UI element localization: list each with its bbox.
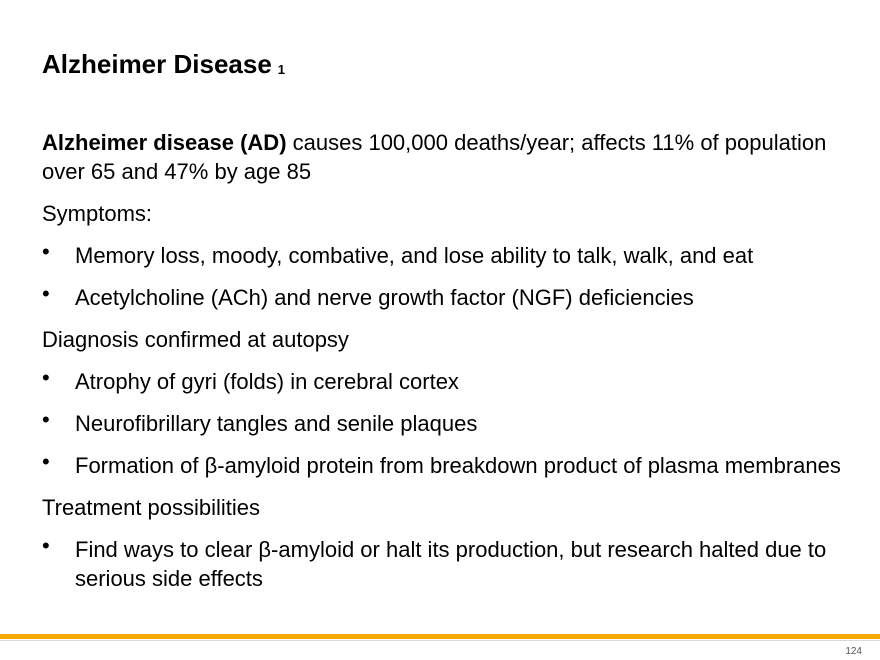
bullet-item	[42, 535, 842, 593]
footer-accent-rule	[0, 634, 880, 639]
bullet-item	[42, 409, 842, 438]
bullet-text: Find ways to clear β-amyloid or halt its production, but research halted due to serious side effects	[75, 537, 827, 591]
bullet-text: Neurofibrillary tangles and senile plaques	[75, 411, 478, 436]
bullet-text: Atrophy of gyri (folds) in cerebral cortex	[75, 369, 459, 394]
bullet-text: Memory loss, moody, combative, and lose ability to talk, walk, and eat	[75, 243, 754, 268]
bullet-item	[42, 451, 842, 480]
title-text: Alzheimer Disease	[42, 49, 272, 79]
bullet-dot: •	[42, 239, 50, 264]
intro-paragraph	[42, 128, 842, 186]
intro-rest: causes 100,000 deaths/year; affects 11% of population over 65 and 47% by age 85	[42, 130, 827, 184]
bullet-item	[42, 283, 842, 312]
bullet-item	[42, 241, 842, 270]
bullet-text: Formation of β-amyloid protein from breakdown product of plasma membranes	[75, 453, 841, 478]
bullet-dot: •	[42, 407, 50, 432]
slide-body	[42, 128, 842, 606]
slide-title	[42, 47, 285, 87]
intro-bold: Alzheimer disease (AD)	[42, 130, 287, 155]
treatment-heading: Treatment possibilities	[42, 495, 261, 520]
bullet-dot: •	[42, 365, 50, 390]
footer-divider	[0, 640, 880, 641]
title-superscript: 1	[277, 62, 286, 77]
bullet-dot: •	[42, 281, 50, 306]
bullet-item	[42, 367, 842, 396]
page-number: 124	[845, 646, 862, 657]
bullet-text: Acetylcholine (ACh) and nerve growth factor (NGF) deficiencies	[75, 285, 694, 310]
bullet-dot: •	[42, 533, 50, 558]
diagnosis-heading: Diagnosis confirmed at autopsy	[42, 327, 349, 352]
symptoms-heading: Symptoms:	[42, 201, 153, 226]
bullet-dot: •	[42, 449, 50, 474]
